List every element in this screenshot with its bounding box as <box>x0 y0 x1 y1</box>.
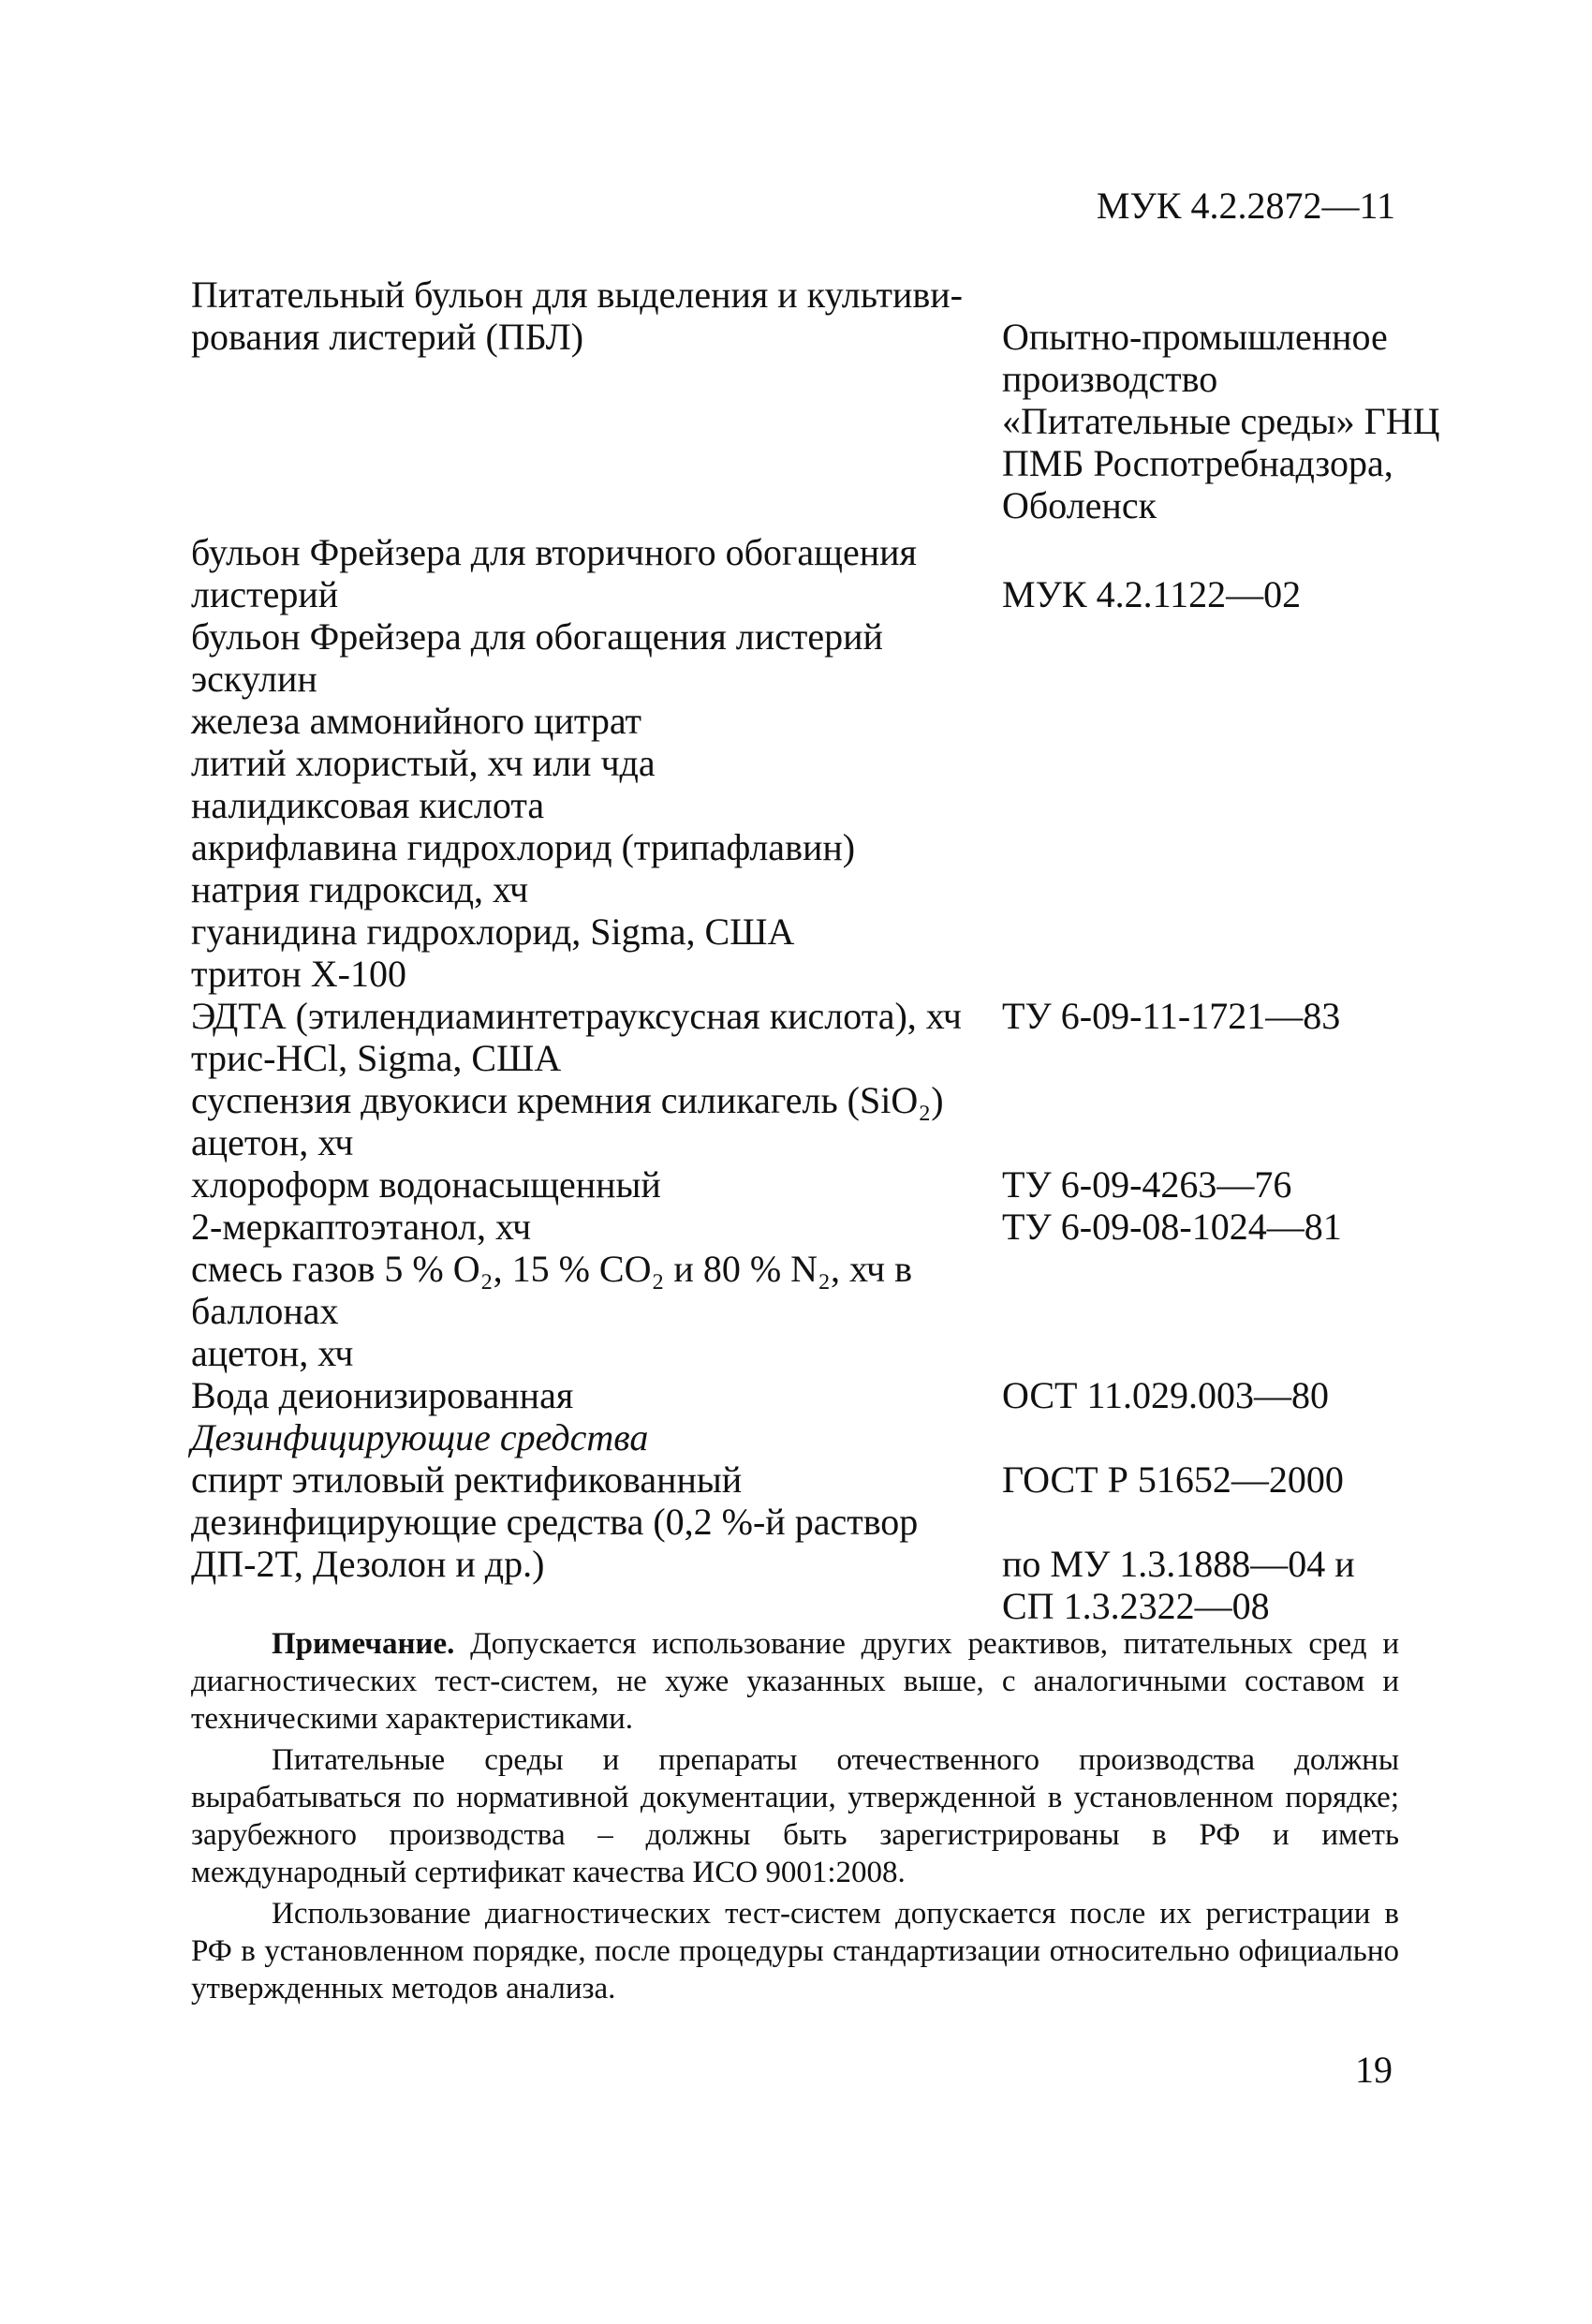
reagent-name: Питательный бульон для выделения и культиви- рования листерий (ПБЛ) <box>191 274 963 358</box>
body-paragraph: Использование диагностических тест-систем допускается после их регистрации в РФ в установленном порядке, после процедуры стандартизации относительно официально утвержденных методов анализа. <box>191 1897 1399 2006</box>
reagent-name: ацетон, хч <box>191 1332 354 1374</box>
note-paragraph <box>191 1625 1399 1738</box>
notes-block <box>191 1625 1399 2011</box>
reagent-source: ОСТ 11.029.003—80 <box>1002 1374 1330 1416</box>
reagent-source: Опытно-промышленное производство «Питательные среды» ГНЦ ПМБ Роспотребнадзора, Оболенск <box>1002 316 1440 526</box>
reagent-source: ТУ 6-09-08-1024—81 <box>1002 1206 1342 1248</box>
reagent-name: налидиксовая кислота <box>191 784 545 826</box>
body-paragraph: Питательные среды и препараты отечественного производства должны вырабатываться по нормативной документации, утвержденной в установленном порядке; зарубежного производства – должны быть зарегистрированы в РФ и иметь международный сертификат качества ИСО 9001:2008. <box>191 1743 1399 1889</box>
reagent-source: ТУ 6-09-4263—76 <box>1002 1163 1292 1206</box>
reagent-row <box>191 531 1442 615</box>
reagent-source: ГОСТ Р 51652—2000 <box>1002 1458 1344 1501</box>
reagent-name: эскулин <box>191 658 317 700</box>
note-label: Примечание. <box>272 1627 455 1661</box>
reagent-name: литий хлористый, хч или чда <box>191 742 656 784</box>
reagent-name: Вода деионизированная <box>191 1374 574 1416</box>
reagent-name: смесь газов 5 % O₂, 15 % CO₂ и 80 % N₂, хч в баллонах <box>191 1248 912 1332</box>
page-number: 19 <box>1355 2049 1393 2091</box>
reagent-name: ЭДТА (этилендиаминтетрауксусная кислота), хч <box>191 995 962 1037</box>
reagent-name: ацетон, хч <box>191 1121 354 1163</box>
reagent-source: МУК 4.2.1122—02 <box>1002 573 1302 615</box>
reagent-source: по МУ 1.3.1888—04 и СП 1.3.2322—08 <box>1002 1543 1355 1627</box>
reagent-name: суспензия двуокиси кремния силикагель (SiO₂) <box>191 1079 944 1121</box>
reagent-name: спирт этиловый ректификованный <box>191 1458 743 1501</box>
reagent-name: бульон Фрейзера для вторичного обогащения листерий <box>191 531 917 615</box>
reagent-source: ТУ 6-09-11-1721—83 <box>1002 995 1341 1037</box>
reagent-name: трис-HCl, Sigma, США <box>191 1037 562 1079</box>
note-text: Допускается использование других реактивов, питательных сред и диагностических тест-систем, не хуже указанных выше, с аналогичными составом и техническими характеристиками. <box>191 1627 1399 1736</box>
reagent-name: дезинфицирующие средства (0,2 %-й раствор ДП-2Т, Дезолон и др.) <box>191 1501 919 1585</box>
reagent-name: акрифлавина гидрохлорид (трипафлавин) <box>191 826 856 868</box>
reagent-row <box>191 274 1442 526</box>
document-code-header: МУК 4.2.2872—11 <box>1096 185 1395 227</box>
reagent-name: хлороформ водонасыщенный <box>191 1163 661 1206</box>
reagent-name: бульон Фрейзера для обогащения листерий <box>191 615 883 658</box>
section-heading: Дезинфицирующие средства <box>191 1416 649 1458</box>
reagent-name: гуанидина гидрохлорид, Sigma, США <box>191 910 795 953</box>
reagent-name: железа аммонийного цитрат <box>191 700 642 742</box>
reagent-name: натрия гидроксид, хч <box>191 868 529 910</box>
reagent-name: 2-меркаптоэтанол, хч <box>191 1206 532 1248</box>
reagent-name: тритон Х-100 <box>191 953 406 995</box>
